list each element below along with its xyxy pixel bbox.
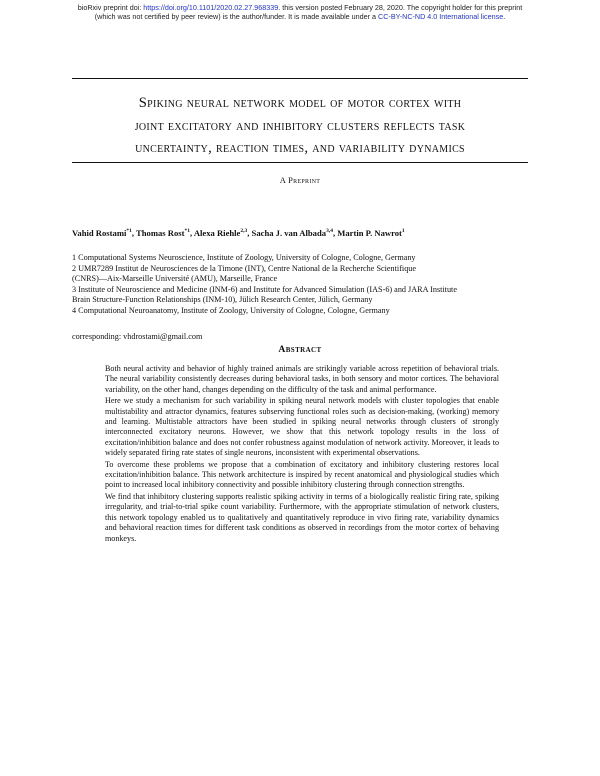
paper-title xyxy=(72,92,528,160)
affiliation-line: 3 Institute of Neuroscience and Medicine (INM-6) and Institute for Advanced Simulation (IAS-6) and JARA Institute xyxy=(72,284,457,294)
author-affiliation-mark: *1 xyxy=(184,228,190,235)
banner-line-2: (which was not certified by peer review) is the author/funder. It is made available under a CC-BY-NC-ND 4.0 International license. xyxy=(94,12,506,21)
affiliation-line: 1 Computational Systems Neuroscience, Institute of Zoology, University of Cologne, Cologne, Germany xyxy=(72,253,416,262)
affiliation-line: 2 UMR7289 Institut de Neurosciences de la Timone (INT), Centre National de la Recherche Scientifique xyxy=(72,263,417,273)
author-affiliation-mark: 3,4 xyxy=(326,228,333,235)
title-line: joint excitatory and inhibitory clusters reflects task xyxy=(134,117,466,134)
author-affiliation-mark: *1 xyxy=(126,228,132,235)
author-name: Alexa Riehle xyxy=(193,228,241,238)
title-line: Spiking neural network model of motor cortex with xyxy=(138,95,462,111)
title-top-rule xyxy=(72,78,528,79)
banner-line-1: bioRxiv preprint doi: https://doi.org/10.1101/2020.02.27.968339. this version posted February 28, 2020. The copyright holder for this preprint xyxy=(77,3,523,12)
doi-link[interactable]: https://doi.org/10.1101/2020.02.27.968339 xyxy=(143,3,279,12)
abstract-paragraph: We find that inhibitory clustering supports realistic spiking activity in terms of a biologically realistic firing rate, spiking irregularity, and trial-to-trial spike count variability. Furthermore, with the appropriate stimulation of network clusters, this network topology enabled us to qualitatively and quantitatively reproduce in vivo firing rate, variability dynamics and behavioral reaction times for different task conditions as observed in recordings from the motor cortex of behaving monkeys. xyxy=(105,491,499,543)
abstract-paragraph: To overcome these problems we propose that a combination of excitatory and inhibitory clustering restores local excitation/inhibition balance. This network architecture is inspired by recent anatomical and physiological studies which point to increased local inhibitory connectivity and possible inhibitory clustering through connection strengths. xyxy=(105,459,499,490)
affiliation-line: (CNRS)—Aix-Marseille Université (AMU), Marseille, France xyxy=(72,274,278,284)
author-affiliation-mark: 1 xyxy=(401,228,405,235)
title-bottom-rule xyxy=(72,162,528,163)
preprint-banner xyxy=(0,3,600,21)
author-name: Sacha J. van Albada xyxy=(251,228,327,238)
affiliation-line: 4 Computational Neuroanatomy, Institute of Zoology, University of Cologne, Cologne, Germany xyxy=(72,305,390,315)
author-name: Martin P. Nawrot xyxy=(337,228,402,238)
preprint-label: A Preprint xyxy=(279,175,321,185)
license-link[interactable]: CC-BY-NC-ND 4.0 International license xyxy=(378,12,504,21)
title-line: uncertainty, reaction times, and variability dynamics xyxy=(135,140,465,156)
abstract-body xyxy=(105,364,499,544)
abstract-paragraph: Here we study a mechanism for such variability in spiking neural network models with cluster topologies that enable multistability and attractor dynamics, features subserving functional roles such as decision-making, (working) memory and learning. Multistable attractors have been studied in spiking neural networks through clusters of strongly interconnected excitatory neurons. However, we show that this network topology results in the loss of excitation/inhibition balance and does not confer robustness against modulation of network activity. Moreover, it leads to widely separated firing rate states of single neurons, inconsistent with experimental observations. xyxy=(105,396,499,458)
author-list: Vahid Rostami$^{*1}$, Thomas Rost$^{*1}$, Alexa Riehle$^{2,3}$, Sacha J. van Albada$^{3,4}$, Martin P. Nawrot$^1$ xyxy=(72,228,405,238)
author-name: Vahid Rostami xyxy=(72,228,127,238)
affiliations xyxy=(72,253,532,317)
affiliation-line: Brain Structure-Function Relationships (INM-10), Jülich Research Center, Jülich, Germany xyxy=(72,295,373,305)
abstract-paragraph: Both neural activity and behavior of highly trained animals are strikingly variable across repetition of behavioral trials. The neural variability consistently decreases during behavioral tasks, in both sensory and motor cortices. The behavioral variability, on the other hand, changes depending on the difficulty of the task and animal performance. xyxy=(105,364,499,394)
abstract-heading: Abstract xyxy=(278,344,322,355)
author-affiliation-mark: 2,3 xyxy=(240,228,248,235)
author-name: Thomas Rost xyxy=(136,228,185,238)
corresponding-author: corresponding: vhdrostami@gmail.com xyxy=(72,332,203,341)
